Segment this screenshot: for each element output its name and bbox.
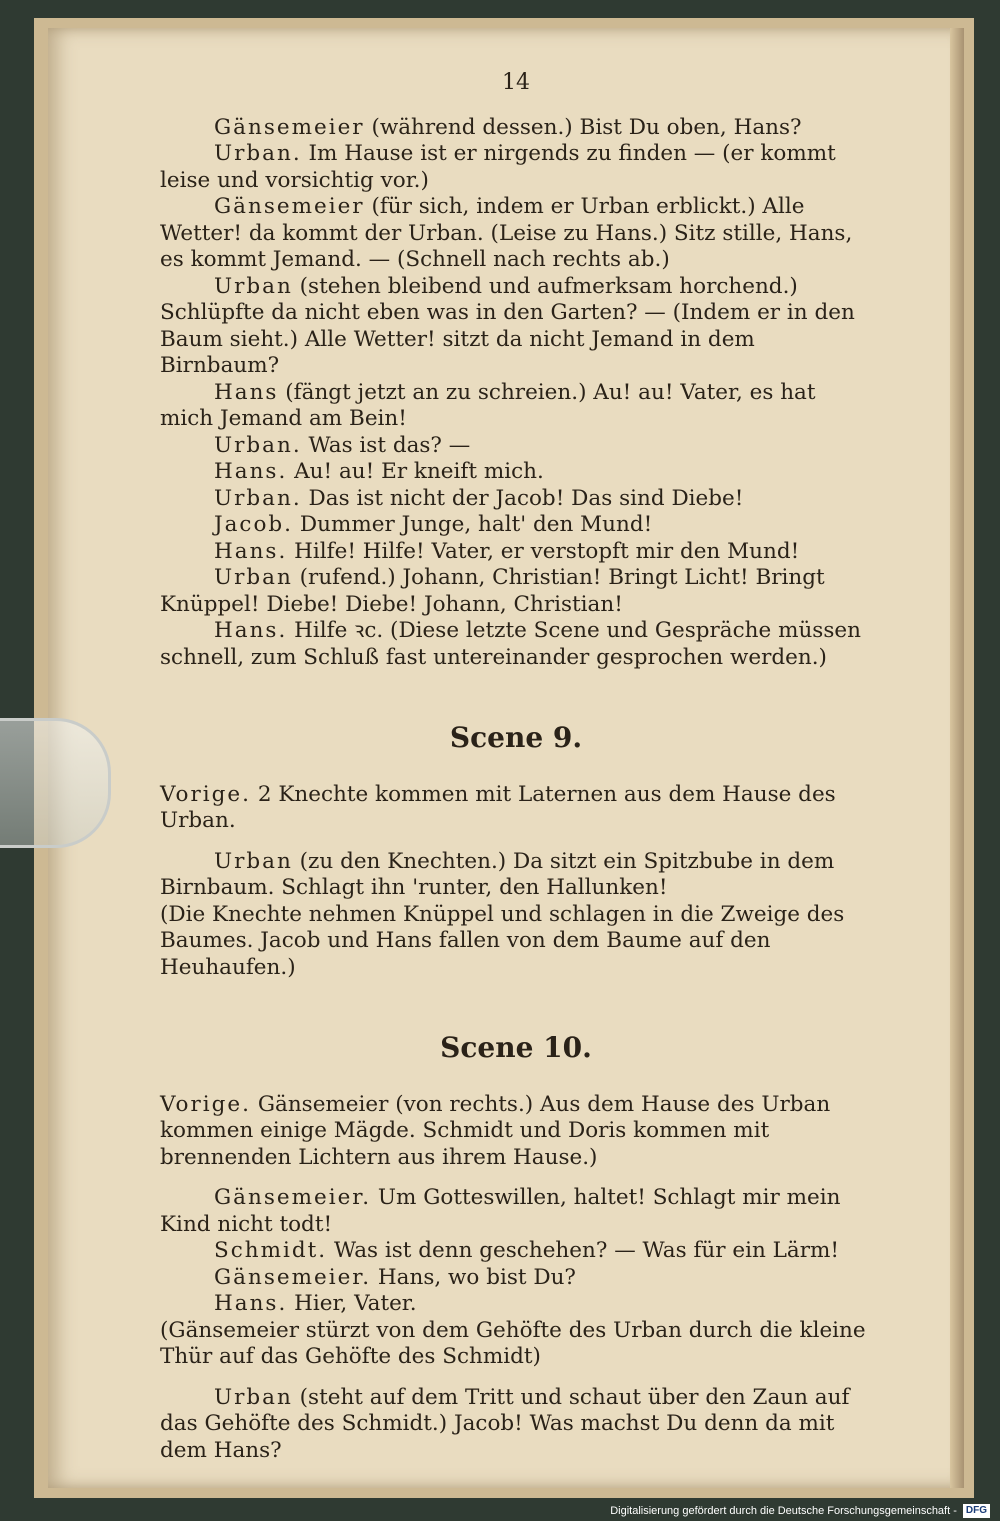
dialogue-line [160,512,872,539]
speaker-name: Hans. [214,1291,288,1316]
speaker-name: Gänsemeier [214,114,365,140]
page-text [160,70,872,1464]
line-text: Das ist nicht der Jacob! Das sind Diebe! [308,485,744,511]
dialogue-line [160,539,872,566]
dialogue-line [160,618,872,671]
dialogue-line [160,380,872,433]
stage-direction [160,1092,872,1172]
line-text: (während dessen.) Bist Du oben, Hans? [371,114,802,140]
stage-direction [160,1318,872,1371]
speaker-name: Gänsemeier [214,194,365,219]
speaker-name: Vorige. [160,781,251,807]
speaker-name: Urban [214,273,293,299]
line-text: Was ist denn geschehen? — Was für ein Lärm! [333,1238,840,1263]
line-text: Dummer Junge, halt' den Mund! [299,512,653,537]
scene-heading: Scene 10. [440,1031,592,1064]
line-text: 2 Knechte kommen mit Laternen aus dem Hause des Urban. [160,781,836,833]
line-text: (Die Knechte nehmen Knüppel und schlagen in die Zweige des Baumes. Jacob und Hans fallen von dem Baume auf den Heuhaufen.) [160,901,845,980]
line-text: Was ist das? — [308,432,471,458]
line-text: (Gänsemeier stürzt von dem Gehöfte des Urban durch die kleine Thür auf das Gehöfte des Schmidt) [160,1317,866,1369]
line-text: (fängt jetzt an zu schreien.) Au! au! Vater, es hat mich Jemand am Bein! [160,379,816,431]
dialogue-line [160,486,872,513]
speaker-name: Urban. [214,485,302,511]
speaker-name: Vorige. [160,1091,251,1117]
dialogue-line [160,274,872,380]
line-text: (zu den Knechten.) Da sitzt ein Spitzbube in dem Birnbaum. Schlagt ihn 'runter, den Hallunken! [160,848,835,900]
dialogue-line [160,1238,872,1265]
speaker-name: Schmidt. [214,1238,328,1263]
line-text: Gänsemeier (von rechts.) Aus dem Hause des Urban kommen einige Mägde. Schmidt und Doris kommen mit brennenden Lichtern aus ihrem Hause.) [160,1091,831,1170]
dialogue-line [160,849,872,902]
line-text: (stehen bleibend und aufmerksam horchend.) Schlüpfte da nicht eben was in den Garten? — (Indem er in den Baum sieht.) Alle Wetter! sitzt da nicht Jemand in dem Birnbaum? [160,273,855,378]
dialogue-line [160,1185,872,1238]
line-text: (rufend.) Johann, Christian! Bringt Licht! Bringt Knüppel! Diebe! Diebe! Johann, Christian! [160,565,825,617]
speaker-name: Jacob. [214,512,294,537]
dialogue-line [160,115,872,142]
dialogue-line [160,433,872,460]
stage-direction [160,902,872,982]
line-text: (steht auf dem Tritt und schaut über den Zaun auf das Gehöfte des Schmidt.) Jacob! Was machst Du denn da mit dem Hans? [160,1384,850,1463]
line-text: Au! au! Er kneift mich. [294,459,544,484]
line-text: Im Hause ist er nirgends zu finden — (er kommt leise und vorsichtig vor.) [160,141,836,193]
page-clip [0,718,111,848]
text-blocks [160,115,872,1465]
speaker-name: Hans. [214,459,288,484]
dfg-logo: DFG [963,1504,990,1518]
line-text: Hilfe ꝛc. (Diese letzte Scene und Gespräche müssen schnell, zum Schluß fast untereinander gesprochen werden.) [160,618,861,670]
stage-direction [160,782,872,835]
dialogue-line [160,1291,872,1318]
dialogue-line [160,459,872,486]
speaker-name: Urban. [214,141,302,166]
dialogue-line [160,1265,872,1292]
speaker-name: Gänsemeier. [214,1185,372,1210]
speaker-name: Hans [214,379,279,405]
speaker-name: Urban. [214,432,302,458]
line-text: Um Gotteswillen, haltet! Schlagt mir mein Kind nicht todt! [160,1185,841,1237]
dialogue-line [160,565,872,618]
page-number: 14 [502,70,530,95]
dialogue-line [160,194,872,274]
page-edge [950,28,964,1488]
speaker-name: Gänsemeier. [214,1264,372,1290]
line-text: Hier, Vater. [294,1291,417,1316]
speaker-name: Hans. [214,618,288,643]
speaker-name: Urban [214,565,293,590]
speaker-name: Urban [214,1384,293,1410]
line-text: (für sich, indem er Urban erblickt.) Alle Wetter! da kommt der Urban. (Leise zu Hans.) Sitz stille, Hans, es kommt Jemand. — (Schnell nach rechts ab.) [160,194,853,272]
dialogue-line [160,1385,872,1465]
dialogue-line [160,141,872,194]
line-text: Hilfe! Hilfe! Vater, er verstopft mir den Mund! [294,538,800,564]
footer-text: Digitalisierung gefördert durch die Deutsche Forschungsgemeinschaft - [610,1505,957,1517]
line-text: Hans, wo bist Du? [377,1264,576,1290]
speaker-name: Hans. [214,538,288,564]
scene-heading: Scene 9. [449,721,583,754]
speaker-name: Urban [214,848,293,874]
footer [610,1503,990,1519]
